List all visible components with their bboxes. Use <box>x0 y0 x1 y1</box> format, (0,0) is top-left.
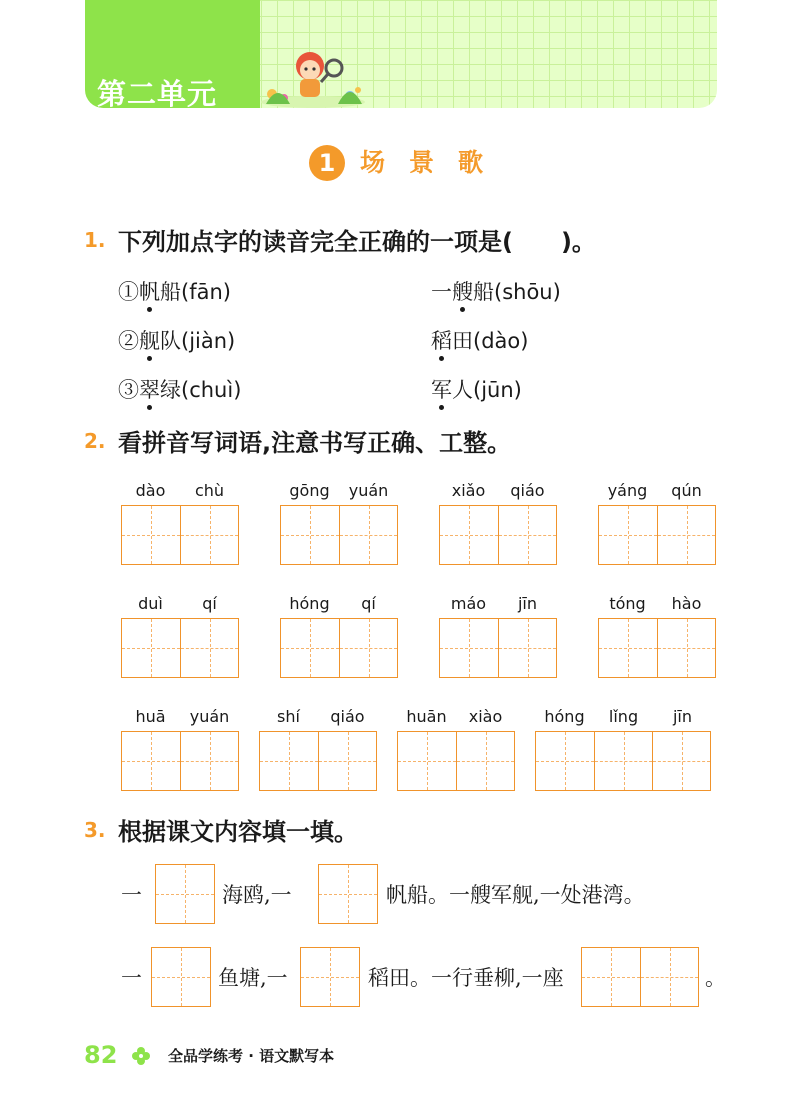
grid-cell[interactable] <box>122 732 180 790</box>
grid-cell[interactable] <box>657 506 715 564</box>
grid-cell[interactable] <box>260 732 318 790</box>
pinyin-syllable: yuán <box>189 707 230 726</box>
grid-cell[interactable] <box>498 506 556 564</box>
pinyin-syllable: lǐng <box>608 707 639 726</box>
grid-cell[interactable] <box>156 865 214 923</box>
sentence-fragment: 一 <box>121 966 142 990</box>
mascot-icon <box>258 46 368 108</box>
dotted-char: 军 <box>431 378 452 402</box>
grid-cell[interactable] <box>440 506 498 564</box>
pinyin-syllable: xiǎo <box>451 481 486 500</box>
pinyin-syllable: duì <box>138 594 163 613</box>
option-char: 船 <box>160 280 181 304</box>
pinyin-syllable: gōng <box>289 481 330 500</box>
question-3-prompt: 根据课文内容填一填。 <box>118 818 358 846</box>
pinyin-syllable: qiáo <box>330 707 365 726</box>
writing-grid[interactable] <box>280 618 398 678</box>
fill-in-grid[interactable] <box>581 947 699 1007</box>
grid-cell[interactable] <box>599 619 657 677</box>
pinyin-syllable: xiào <box>468 707 503 726</box>
option-char: 一 <box>431 280 452 304</box>
option-pinyin: (chuì) <box>181 378 242 402</box>
sentence-fragment: 稻田。一行垂柳,一座 <box>368 966 564 990</box>
grid-cell[interactable] <box>339 619 397 677</box>
fill-in-grid[interactable] <box>318 864 378 924</box>
writing-grid[interactable] <box>397 731 515 791</box>
grid-cell[interactable] <box>599 506 657 564</box>
option-prefix: ③ <box>118 378 139 402</box>
book-title: 全品学练考 · 语文默写本 <box>168 1047 335 1065</box>
pinyin-syllable: máo <box>450 594 487 613</box>
grid-cell[interactable] <box>594 732 652 790</box>
pinyin-syllable: hào <box>671 594 702 613</box>
option-char: 田 <box>452 329 473 353</box>
grid-cell[interactable] <box>281 506 339 564</box>
pinyin-syllable: yáng <box>607 481 648 500</box>
lesson-number-badge: 1 <box>309 145 345 181</box>
grid-cell[interactable] <box>122 619 180 677</box>
grid-cell[interactable] <box>281 619 339 677</box>
pinyin-syllable: jīn <box>672 707 693 726</box>
writing-grid[interactable] <box>439 505 557 565</box>
writing-grid[interactable] <box>121 505 239 565</box>
option-char: 人 <box>452 378 473 402</box>
grid-cell[interactable] <box>440 619 498 677</box>
pinyin-syllable: huā <box>135 707 166 726</box>
lesson-title: 场景歌 <box>360 148 508 177</box>
writing-grid[interactable] <box>535 731 711 791</box>
question-1-prompt: 下列加点字的读音完全正确的一项是( )。 <box>118 228 596 256</box>
option-prefix: ② <box>118 329 139 353</box>
clover-icon <box>131 1046 151 1066</box>
sentence-fragment: 一 <box>121 883 142 907</box>
grid-cell[interactable] <box>318 732 376 790</box>
writing-grid[interactable] <box>121 618 239 678</box>
dotted-char: 舰 <box>139 329 160 353</box>
pinyin-syllable: hóng <box>544 707 585 726</box>
option-char: 绿 <box>160 378 181 402</box>
option-pinyin: (jūn) <box>473 378 522 402</box>
writing-grid[interactable] <box>280 505 398 565</box>
grid-cell[interactable] <box>122 506 180 564</box>
sentence-fragment: 鱼塘,一 <box>218 966 288 990</box>
grid-cell[interactable] <box>398 732 456 790</box>
q1-option <box>431 276 561 306</box>
writing-grid[interactable] <box>259 731 377 791</box>
pinyin-syllable: jīn <box>517 594 538 613</box>
question-1-number: 1. <box>84 228 106 252</box>
question-2-number: 2. <box>84 429 106 453</box>
pinyin-syllable: huān <box>406 707 447 726</box>
page-number: 82 <box>84 1041 118 1069</box>
pinyin-syllable: qí <box>202 594 217 613</box>
sentence-fragment: 帆船。一艘军舰,一处港湾。 <box>386 883 645 907</box>
writing-grid[interactable] <box>121 731 239 791</box>
question-3-number: 3. <box>84 818 106 842</box>
option-prefix: ① <box>118 280 139 304</box>
q1-option <box>431 374 522 404</box>
sentence-fragment: 。 <box>705 966 726 990</box>
fill-in-grid[interactable] <box>151 947 211 1007</box>
option-char: 队 <box>160 329 181 353</box>
pinyin-syllable: yuán <box>348 481 389 500</box>
option-char: 船 <box>473 280 494 304</box>
dotted-char: 艘 <box>452 280 473 304</box>
grid-cell[interactable] <box>339 506 397 564</box>
pinyin-syllable: tóng <box>609 594 646 613</box>
writing-grid[interactable] <box>598 505 716 565</box>
pinyin-syllable: dào <box>135 481 166 500</box>
pinyin-syllable: hóng <box>289 594 330 613</box>
fill-in-grid[interactable] <box>155 864 215 924</box>
pinyin-syllable: qí <box>361 594 376 613</box>
dotted-char: 稻 <box>431 329 452 353</box>
grid-cell[interactable] <box>180 619 238 677</box>
grid-cell[interactable] <box>319 865 377 923</box>
q1-option <box>118 276 231 306</box>
option-pinyin: (dào) <box>473 329 529 353</box>
grid-cell[interactable] <box>456 732 514 790</box>
grid-cell[interactable] <box>152 948 210 1006</box>
grid-cell[interactable] <box>657 619 715 677</box>
writing-grid[interactable] <box>598 618 716 678</box>
q1-option <box>431 325 528 355</box>
pinyin-syllable: chù <box>194 481 225 500</box>
writing-grid[interactable] <box>439 618 557 678</box>
grid-cell[interactable] <box>582 948 640 1006</box>
dotted-char: 帆 <box>139 280 160 304</box>
pinyin-syllable: qún <box>671 481 702 500</box>
q1-option <box>118 325 235 355</box>
grid-cell[interactable] <box>180 732 238 790</box>
grid-cell[interactable] <box>652 732 710 790</box>
fill-in-grid[interactable] <box>300 947 360 1007</box>
grid-cell[interactable] <box>180 506 238 564</box>
pinyin-syllable: shí <box>277 707 300 726</box>
sentence-fragment: 海鸥,一 <box>222 883 292 907</box>
grid-cell[interactable] <box>301 948 359 1006</box>
grid-cell[interactable] <box>536 732 594 790</box>
unit-title: 第二单元 <box>97 77 218 111</box>
option-pinyin: (shōu) <box>494 280 561 304</box>
q1-option <box>118 374 241 404</box>
grid-cell[interactable] <box>640 948 698 1006</box>
option-pinyin: (jiàn) <box>181 329 236 353</box>
question-2-prompt: 看拼音写词语,注意书写正确、工整。 <box>118 429 512 457</box>
dotted-char: 翠 <box>139 378 160 402</box>
grid-cell[interactable] <box>498 619 556 677</box>
option-pinyin: (fān) <box>181 280 231 304</box>
pinyin-syllable: qiáo <box>510 481 545 500</box>
